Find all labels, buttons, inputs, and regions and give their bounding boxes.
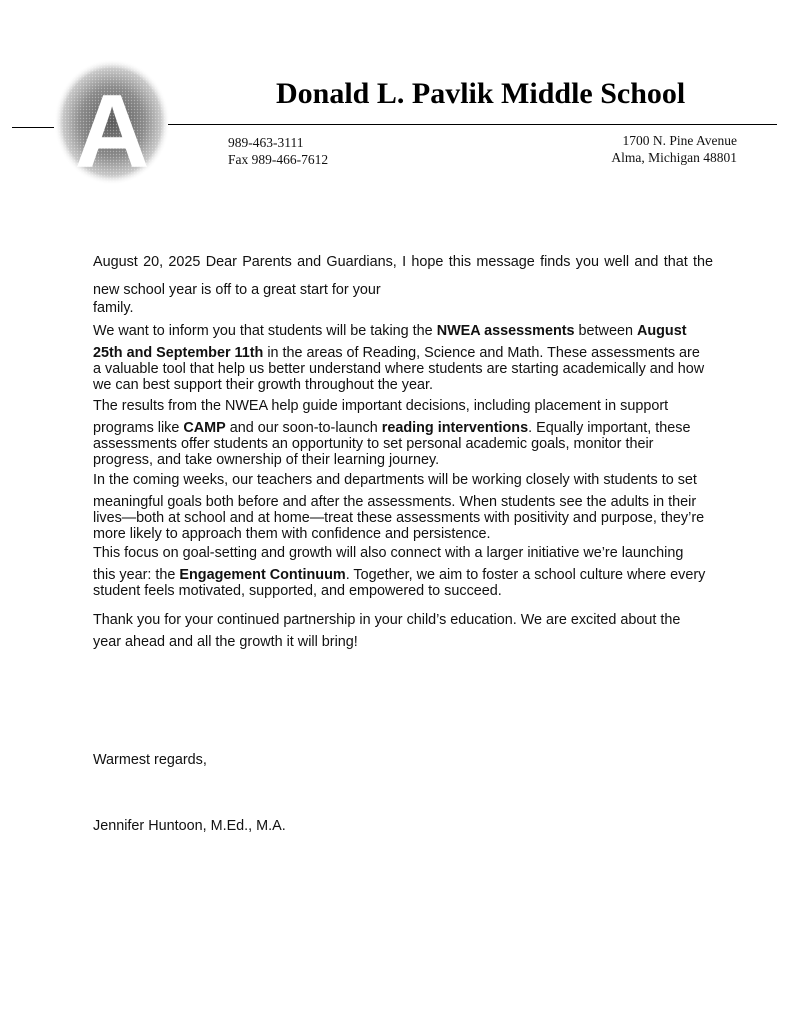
signature-name: Jennifer Huntoon, M.Ed., M.A.	[93, 818, 286, 834]
paragraph-line: Thank you for your continued partnership in your child’s education. We are excited about the	[93, 612, 681, 628]
school-name: Donald L. Pavlik Middle School	[276, 77, 686, 110]
logo-letter: A	[74, 74, 150, 187]
address-street: 1700 N. Pine Avenue	[622, 133, 737, 148]
paragraph-line: lives—both at school and at home—treat these assessments with positivity and purpose, they’re	[93, 510, 705, 526]
header-rule-left	[12, 127, 54, 128]
paragraph-line	[93, 345, 713, 361]
header-rule-right	[168, 124, 777, 125]
paragraph-line: student feels motivated, supported, and empowered to succeed.	[93, 583, 502, 599]
date-range-emphasis: 25th and September 11th	[93, 345, 264, 361]
paragraph-line: year ahead and all the growth it will bring!	[93, 634, 358, 650]
paragraph-nwea-assessments	[93, 323, 713, 393]
text-run: . Together, we aim to foster a school culture where every	[345, 567, 706, 583]
fax-number: Fax 989-466-7612	[228, 152, 329, 167]
paragraph-line: we can best support their growth throughout the year.	[93, 377, 433, 393]
date-range-emphasis: August	[636, 323, 687, 339]
address-city: Alma, Michigan 48801	[611, 150, 737, 165]
school-logo	[52, 57, 172, 187]
text-run: We want to inform you that students will be taking the	[93, 323, 437, 339]
closing: Warmest regards,	[93, 752, 207, 768]
school-address	[560, 132, 737, 166]
nwea-assessments-emphasis: NWEA assessments	[436, 323, 575, 339]
paragraph-line: In the coming weeks, our teachers and departments will be working closely with students to set	[93, 472, 697, 488]
paragraph-engagement-continuum	[93, 545, 713, 599]
camp-emphasis: CAMP	[183, 420, 226, 436]
opening-line-2: new school year is off to a great start for your	[93, 282, 381, 298]
paragraph-line	[93, 567, 713, 583]
paragraph-line: The results from the NWEA help guide important decisions, including placement in support	[93, 398, 669, 414]
paragraph-line: This focus on goal-setting and growth will also connect with a larger initiative we’re launching	[93, 545, 684, 561]
paragraph-goal-setting	[93, 472, 713, 542]
opening-paragraph	[93, 254, 713, 316]
phone-number: 989-463-3111	[228, 135, 304, 150]
text-run: . Equally important, these	[528, 420, 691, 436]
paragraph-line	[93, 420, 713, 436]
paragraph-line: meaningful goals both before and after the assessments. When students see the adults in their	[93, 494, 697, 510]
paragraph-line: more likely to approach them with confidence and persistence.	[93, 526, 491, 542]
paragraph-line: a valuable tool that help us better understand where students are starting academically and how	[93, 361, 705, 377]
paragraph-line: assessments offer students an opportunity to set personal academic goals, monitor their	[93, 436, 654, 452]
text-run: programs like	[93, 420, 184, 436]
engagement-continuum-emphasis: Engagement Continuum	[179, 567, 346, 583]
paragraph-line	[93, 323, 713, 339]
text-run: in the areas of Reading, Science and Math. These assessments are	[263, 345, 700, 361]
school-logo-graphic	[52, 57, 172, 187]
text-run: between	[574, 323, 637, 339]
paragraph-thank-you	[93, 612, 713, 650]
opening-line: August 20, 2025 Dear Parents and Guardians, I hope this message finds you well and that the	[93, 254, 713, 270]
opening-line-3: family.	[93, 300, 134, 316]
paragraph-nwea-results	[93, 398, 713, 468]
text-run: and our soon-to-launch	[225, 420, 382, 436]
reading-interventions-emphasis: reading interventions	[381, 420, 529, 436]
contact-phone-block	[228, 134, 328, 168]
paragraph-line: progress, and take ownership of their learning journey.	[93, 452, 440, 468]
text-run: this year: the	[93, 567, 180, 583]
